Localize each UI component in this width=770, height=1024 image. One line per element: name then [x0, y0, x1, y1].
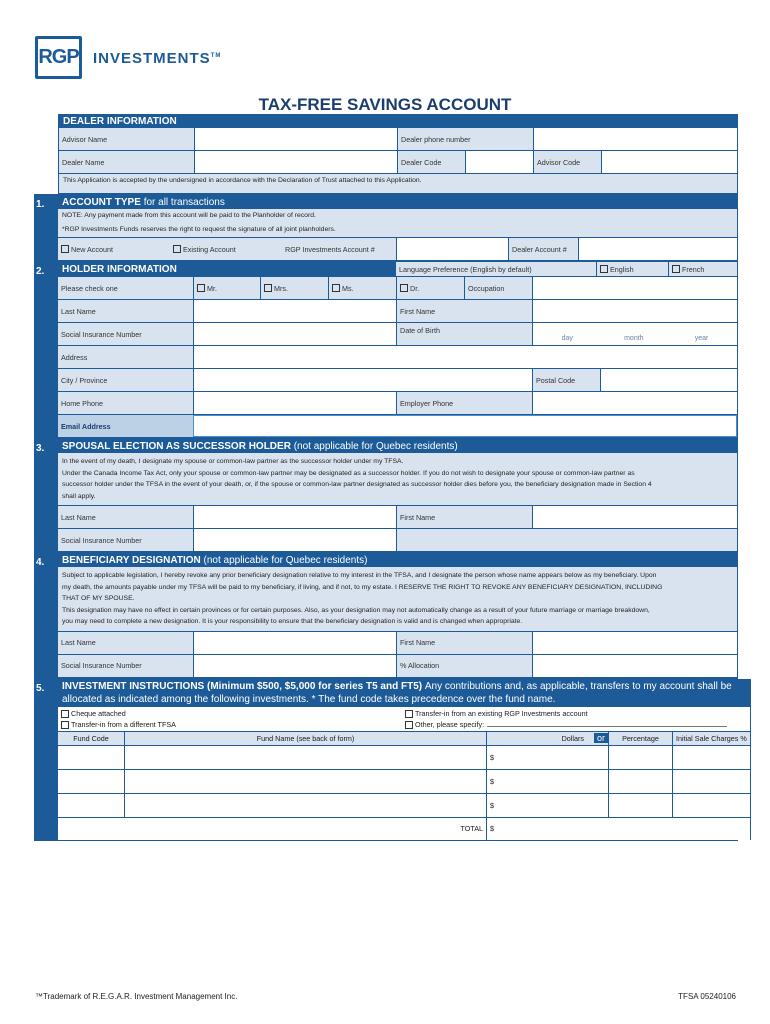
dollar-sign: $ [490, 752, 494, 762]
investment-title: INVESTMENT INSTRUCTIONS (Minimum $500, $5,000 for series T5 and FT5) [62, 680, 423, 692]
employer-phone-label: Employer Phone [396, 392, 532, 414]
total-field[interactable] [486, 818, 608, 840]
home-phone-label: Home Phone [58, 392, 193, 414]
section-3-num: 3. [34, 439, 58, 552]
home-phone-field[interactable] [193, 392, 396, 414]
logo-investments: INVESTMENTS [93, 50, 211, 67]
logo-text [93, 50, 221, 67]
beneficiary-text-2: my death, the amounts payable under my TFSA will be paid to my beneficiary, if living, and if not, to my estate. I RESERVE THE RIGHT TO REVOKE ANY BENEFICIARY DESIGNATION, INCLUDING [62, 583, 663, 591]
spousal-text-1: In the event of my death, I designate my spouse or common-law partner as the successor holder under my TFSA. [62, 458, 404, 465]
footer-trademark: ™Trademark of R.E.G.A.R. Investment Management Inc. [35, 992, 238, 1001]
title-check-label: Please check one [58, 277, 193, 299]
dollar-sign: $ [490, 800, 494, 810]
occupation-label: Occupation [464, 277, 532, 299]
isc-field[interactable] [672, 770, 750, 793]
mrs-option[interactable] [260, 277, 328, 299]
fund-name-header: Fund Name (see back of form) [124, 732, 486, 745]
account-note-2: *RGP Investments Funds reserves the right to request the signature of all joint planholders. [58, 223, 737, 238]
dollar-sign: $ [490, 776, 494, 786]
existing-account-label: Existing Account [183, 244, 236, 254]
allocation-field[interactable] [532, 655, 737, 677]
ms-option[interactable] [328, 277, 396, 299]
postal-label: Postal Code [532, 369, 600, 391]
advisor-code-field[interactable] [601, 151, 737, 173]
beneficiary-sin-field[interactable] [193, 655, 396, 677]
dob-label: Date of Birth [396, 323, 532, 345]
beneficiary-section [34, 552, 738, 678]
account-type-header [58, 195, 737, 209]
advisor-name-field[interactable] [194, 128, 397, 150]
beneficiary-text [58, 567, 737, 632]
other-option[interactable] [405, 719, 747, 730]
dob-day: day [561, 335, 573, 342]
beneficiary-text-3: THAT OF MY SPOUSE. [62, 595, 135, 602]
percentage-field[interactable] [608, 746, 672, 769]
other-label: Other, please specify: [415, 719, 485, 729]
checkbox-icon [61, 710, 69, 718]
dollars-field[interactable] [486, 794, 608, 817]
percentage-field[interactable] [608, 794, 672, 817]
footer-form-code: TFSA 05240106 [678, 992, 736, 1001]
checkbox-icon [332, 284, 340, 292]
fund-name-field[interactable] [124, 770, 486, 793]
logo-tm: TM [210, 53, 222, 59]
english-label: English [610, 264, 634, 274]
dealer-header: DEALER INFORMATION [59, 114, 737, 128]
account-type-section [34, 194, 738, 261]
beneficiary-first-label: First Name [396, 632, 532, 654]
transfer-rgp-option[interactable] [405, 708, 747, 719]
section-2-num: 2. [34, 262, 58, 438]
fund-name-field[interactable] [124, 794, 486, 817]
employer-phone-field[interactable] [532, 392, 737, 414]
email-field[interactable] [193, 415, 737, 437]
rgp-account-label: RGP Investments Account # [282, 238, 396, 260]
new-account-label: New Account [71, 244, 113, 254]
fund-row [58, 770, 750, 794]
dollar-sign: $ [490, 824, 494, 833]
dealer-num [34, 114, 58, 194]
beneficiary-text-4: This designation may have no effect in certain provinces or for certain purposes. Also, as your designation may not automatically change as a result of your future marriage or marriage breakdown, [62, 606, 650, 614]
new-account-option[interactable] [58, 238, 170, 260]
spouse-sin-label: Social Insurance Number [58, 529, 193, 551]
account-note-1: NOTE: Any payment made from this account will be paid to the Planholder of record. [58, 209, 737, 223]
checkbox-icon [405, 710, 413, 718]
spouse-last-field[interactable] [193, 506, 396, 528]
dealer-name-label: Dealer Name [59, 151, 194, 173]
account-type-title: ACCOUNT TYPE [62, 197, 141, 208]
first-name-field[interactable] [532, 300, 737, 322]
other-field[interactable] [487, 726, 727, 727]
dob-month: month [624, 335, 644, 342]
spousal-text-2: Under the Canada Income Tax Act, only your spouse or common-law partner may be designated as a successor holder. If you do not wish to designate your spouse or common-law partner as [62, 469, 635, 477]
section-1-num: 1. [34, 195, 58, 261]
section-4-num: 4. [34, 553, 58, 678]
french-option[interactable] [668, 262, 737, 276]
total-label: TOTAL [58, 818, 486, 840]
fund-code-field[interactable] [58, 746, 124, 769]
dollars-header [486, 732, 608, 745]
dealer-account-field[interactable] [578, 238, 737, 260]
spousal-section [34, 438, 738, 552]
city-label: City / Province [58, 369, 193, 391]
sin-label: Social Insurance Number [58, 323, 193, 345]
fund-name-field[interactable] [124, 746, 486, 769]
email-label: Email Address [58, 415, 193, 437]
dollars-field[interactable] [486, 746, 608, 769]
beneficiary-sin-label: Social Insurance Number [58, 655, 193, 677]
occupation-field[interactable] [532, 277, 737, 299]
form-title: TAX-FREE SAVINGS ACCOUNT [258, 95, 512, 114]
dr-label: Dr. [410, 283, 420, 293]
section-5-num: 5. [34, 679, 58, 840]
mr-label: Mr. [207, 283, 217, 293]
percentage-header: Percentage [608, 732, 672, 745]
dealer-phone-label: Dealer phone number [397, 128, 533, 150]
logo-abbr: RGP [38, 46, 79, 68]
dob-field[interactable] [532, 323, 737, 345]
last-name-field[interactable] [193, 300, 396, 322]
dollars-field[interactable] [486, 770, 608, 793]
allocation-label: % Allocation [396, 655, 532, 677]
ms-label: Ms. [342, 283, 354, 293]
holder-header: HOLDER INFORMATION [58, 262, 396, 276]
beneficiary-header [58, 553, 737, 567]
checkbox-icon [405, 721, 413, 729]
beneficiary-text-5: you may need to complete a new designation. It is your responsibility to ensure that the beneficiary designation is valid and is changed when appropriate. [62, 618, 523, 625]
account-type-sub: for all transactions [143, 197, 225, 208]
or-label: or [594, 733, 608, 743]
investment-section [34, 678, 747, 841]
transfer-rgp-label: Transfer-in from an existing RGP Investments account [415, 708, 588, 718]
total-blank [608, 818, 750, 840]
rgp-logo [35, 36, 82, 79]
beneficiary-last-field[interactable] [193, 632, 396, 654]
cheque-label: Cheque attached [71, 708, 126, 718]
dealer-section [34, 114, 738, 194]
spouse-sin-field[interactable] [193, 529, 396, 551]
checkbox-icon [61, 245, 69, 253]
spouse-first-field[interactable] [532, 506, 737, 528]
percentage-field[interactable] [608, 770, 672, 793]
dob-year: year [694, 335, 709, 342]
spouse-blank [396, 529, 737, 551]
dealer-note: This Application is accepted by the undersigned in accordance with the Declaration of Trust attached to this Application. [59, 174, 737, 194]
fund-code-header: Fund Code [73, 733, 109, 743]
last-name-label: Last Name [58, 300, 193, 322]
isc-field[interactable] [672, 794, 750, 817]
advisor-code-label: Advisor Code [533, 151, 601, 173]
first-name-label: First Name [396, 300, 532, 322]
beneficiary-text-1: Subject to applicable legislation, I hereby revoke any prior beneficiary designation relative to my interest in the TFSA, and I designate the person whose name appears below as my beneficiary. Upon [62, 572, 657, 579]
spousal-title: SPOUSAL ELECTION AS SUCCESSOR HOLDER [62, 441, 291, 452]
language-label: Language Preference (English by default) [396, 262, 596, 276]
dr-option[interactable] [396, 277, 464, 299]
spousal-sub: (not applicable for Quebec residents) [293, 441, 458, 452]
advisor-name-label: Advisor Name [59, 128, 194, 150]
beneficiary-title: BENEFICIARY DESIGNATION [62, 555, 201, 566]
spousal-header [58, 439, 737, 453]
checkbox-icon [173, 245, 181, 253]
spousal-text-4: shall apply. [62, 492, 96, 500]
fund-code-field[interactable] [58, 770, 124, 793]
holder-section [34, 261, 738, 438]
total-row [58, 818, 750, 840]
address-label: Address [58, 346, 193, 368]
beneficiary-first-field[interactable] [532, 632, 737, 654]
fund-code-field[interactable] [58, 794, 124, 817]
rgp-account-field[interactable] [396, 238, 508, 260]
address-field[interactable] [193, 346, 737, 368]
english-option[interactable] [596, 262, 668, 276]
checkbox-icon [61, 721, 69, 729]
investment-sub-2: allocated as indicated among the following investments. * The fund code takes precedence over the fund name. [62, 693, 556, 705]
french-label: French [682, 264, 705, 274]
existing-account-option[interactable] [170, 238, 282, 260]
spouse-first-label: First Name [396, 506, 532, 528]
checkbox-icon [264, 284, 272, 292]
dealer-account-label: Dealer Account # [508, 238, 578, 260]
isc-field[interactable] [672, 746, 750, 769]
beneficiary-last-label: Last Name [58, 632, 193, 654]
dollars-label: Dollars [561, 733, 584, 743]
sin-field[interactable] [193, 323, 396, 345]
dealer-phone-field[interactable] [533, 128, 737, 150]
dealer-code-label: Dealer Code [397, 151, 465, 173]
mr-option[interactable] [193, 277, 260, 299]
checkbox-icon [600, 265, 608, 273]
checkbox-icon [197, 284, 205, 292]
fund-row [58, 794, 750, 818]
transfer-diff-label: Transfer-in from a different TFSA [71, 719, 176, 729]
checkbox-icon [400, 284, 408, 292]
investment-header [58, 679, 750, 707]
beneficiary-sub: (not applicable for Quebec residents) [203, 555, 368, 566]
tfsa-form [34, 114, 747, 841]
dealer-code-field[interactable] [465, 151, 533, 173]
city-field[interactable] [193, 369, 532, 391]
dealer-name-field[interactable] [194, 151, 397, 173]
cheque-option[interactable] [61, 708, 399, 719]
isc-header: Initial Sale Charges % [672, 732, 750, 745]
mrs-label: Mrs. [274, 283, 288, 293]
postal-field[interactable] [600, 369, 737, 391]
spouse-last-label: Last Name [58, 506, 193, 528]
fund-row [58, 746, 750, 770]
spousal-text [58, 453, 737, 506]
transfer-diff-option[interactable] [61, 719, 399, 730]
checkbox-icon [672, 265, 680, 273]
spousal-text-3: successor holder under the TFSA in the event of your death, or, if the spouse or common-law partner designated as successor holder dies before you, the beneficiary designation made in Section 4 [62, 481, 652, 488]
investment-sub: Any contributions and, as applicable, transfers to my account shall be [424, 680, 732, 692]
